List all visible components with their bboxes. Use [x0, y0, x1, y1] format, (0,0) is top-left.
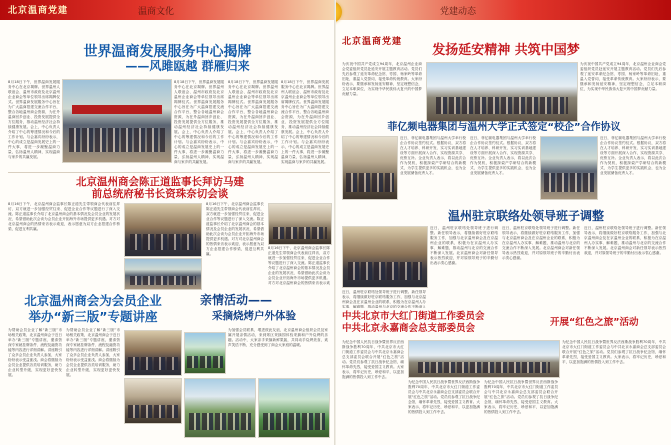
right-article3-photo — [342, 226, 428, 288]
right-article1-photo — [426, 62, 578, 122]
left-article3-body: 为帮助会员企业了解“新三版”市场相关政策，北京温州商会于近日举办“新三版”专题讲座，邀请资深专家就挂牌条件、流程及融资功能等内容进行详细讲解。讲座吸引了众多会员企业负责人参加，大家纷纷表示受益匪浅。商会将继续为会员企业提供各类培训服务，助力企业转型升级，实现更好更快发展。 — [8, 328, 62, 377]
right-article3-caption: 近日，温州驻京联络处领导班子进行调整。新任领导表示，将继续做好驻京联络服务工作，加强与北京温州商会及在京温州企业的联系，积极为在京温州人办实事、解难题，推动温州与北京的交流合作不断深入 — [342, 290, 426, 308]
right-article4-title-tail: 开展“红色之旅”活动 — [550, 317, 639, 328]
left-article4-photo-3 — [258, 378, 330, 438]
right-article2-photo-2 — [540, 136, 598, 200]
left-article3-photo-2 — [124, 378, 182, 424]
photo-people — [128, 357, 177, 370]
right-masthead: 北京温商党建 — [342, 37, 403, 47]
right-article1-body-col2: 为庆祝中国共产党成立94周年，北京温州企业商会党委组织党员赴延安开展主题教育活动。党员们先后参观了延安革命纪念馆、枣园、杨家岭等革命旧址，重温入党誓词，接受革命传统教育。大家纷纷表示，要继承和发扬延安精神，坚定理想信念，立足本职岗位，为实现中华民族伟大复兴的中国梦贡献力量。 — [580, 62, 666, 91]
right-article3-title: 温州驻京联络处领导班子调整 — [447, 209, 604, 223]
left-article1-subtitle: ——风雎瓯越 群雁归来 — [125, 59, 250, 73]
left-article4-subtitle: 采摘烧烤户外体验 — [212, 310, 296, 322]
right-article4-body-col2: 为纪念中国人民抗日战争暨世界反法西斯战争胜利70周年，中共北京市大红门街道工作委员会与中共北京永嘉商会总支部委员会联合开展“红色之旅”活动。党员们参观了抗日战争纪念馆，缅怀革命先烈，接受爱国主义教育。大家表示，将牢记历史，珍爱和平，以更加饱满的热情投入到工作中去。 — [408, 380, 480, 414]
left-article3-photo — [124, 330, 182, 376]
left-article4-body: 为加强会员联系，增进彼此友谊，北京温州商会组织会员及家属开展亲情活动，来到郊区采摘园体验采摘和户外烧烤的乐趣。活动中，大家亲手采摘新鲜果蔬，共同动手烧烤美食，欢声笑语不断，充分感受到了商会大家庭的温暖。 — [228, 328, 328, 347]
right-section-label: 党建动态 — [440, 7, 477, 17]
photo-people — [130, 234, 197, 250]
photo-people — [273, 227, 328, 239]
right-article3-body-col3: 近日，温州驻京联络处领导班子进行调整。新任领导表示，将继续做好驻京联络服务工作，加强与北京温州商会及在京温州企业的联系，积极为在京温州人办实事、解难题，推动温州与北京的交流合作不断深入发展。北京温州商会对新任领导表示热烈欢迎，并对原领导班子的辛勤付出表示衷心感谢。 — [584, 226, 666, 255]
left-article1-title: 世界温商发展服务中心揭牌 — [83, 44, 252, 60]
left-article2-body: 8月16日下午，北京温州商会监事长陈正道先生带领商会代表前往拜访，双方就进一步加强经贸往来、促进企业合作等议题进行了深入交流。陈正道监事长介绍了北京温州商会的基本情况及会员企业的发展状况，希望借助此次会谈为会员企业开拓海外市场提供更多机遇。对方对北京温州商会的热情来访表示欢迎，表示愿意为双方企业搭建合作桥梁，促进互利共赢。 — [8, 202, 120, 231]
left-article4-photo — [184, 332, 226, 374]
photo-banner — [72, 105, 163, 115]
right-article4-body-col4: 为纪念中国人民抗日战争暨世界反法西斯战争胜利70周年，中共北京市大红门街道工作委员会与中共北京永嘉商会总支部委员会联合开展“红色之旅”活动。党员们参观了抗日战争纪念馆，缅怀革命先烈，接受爱国主义教育。大家表示，将牢记历史，珍爱和平，以更加饱满的热情投入到工作中去。 — [562, 340, 666, 364]
left-article3-body-col2: 为帮助会员企业了解“新三版”市场相关政策，北京温州商会于近日举办“新三版”专题讲座，邀请资深专家就挂牌条件、流程及融资功能等内容进行详细讲解。讲座吸引了众多会员企业负责人参加，大家纷纷表示受益匪浅。商会将继续为会员企业提供各类培训服务，助力企业转型升级，实现更好更快发展。 — [66, 328, 120, 377]
left-article2-title: 北京温州商会陈正道监事长拜访马建 — [76, 176, 244, 188]
right-article2-photo — [342, 136, 398, 200]
left-masthead: 北京温商党建 — [8, 6, 69, 16]
right-article1-title: 发扬延安精神 共筑中国梦 — [432, 43, 580, 58]
right-article4-title-2: 中共北京永嘉商会总支部委员会 — [342, 323, 476, 334]
left-article2-body-col3: 8月16日下午，北京温州商会监事长陈正道先生带领商会代表前往拜访，双方就进一步加强经贸往来、促进企业合作等议题进行了深入交流。陈正道监事长介绍了北京温州商会的基本情况及会员企业的发展状况，希望借助此次会谈为会员企业开拓海外市场提供更多机遇。对方对北京温州商会的热情来访表示欢 — [268, 246, 330, 285]
left-article4-title: 亲情活动—— — [199, 293, 272, 307]
right-article2-body: 近日，菲亿频电器集团与温州大学举行校企合作协议签约仪式。根据协议，双方将在人才培养、科研开发、实习实训基地建设等方面开展深入合作，实现资源共享、优势互补。企业负责人表示，将以此次合作为契机，积极探索产学研结合的新模式，为学生提供更多的实践机会，也为企业发展储备优秀人才。 — [400, 136, 466, 175]
right-article2-body-col3: 近日，菲亿频电器集团与温州大学举行校企合作协议签约仪式。根据协议，双方将在人才培养、科研开发、实习实训基地建设等方面开展深入合作，实现资源共享、优势互补。企业负责人表示，将以此次合作为契机，积极探索产学研结合的新模式，为学生提供更多的实践机会，也为企业发展储备优秀人才。 — [600, 136, 666, 175]
left-article2-body-col2: 8月16日下午，北京温州商会监事长陈正道先生带领商会代表前往拜访，双方就进一步加强经贸往来、促进企业合作等议题进行了深入交流。陈正道监事长介绍了北京温州商会的基本情况及会员企业的发展状况，希望借助此次会谈为会员企业开拓海外市场提供更多机遇。对方对北京温州商会的热情来访表示欢迎，表示愿意为双方企业搭建合作桥梁，促进互利共赢。 — [206, 202, 264, 256]
right-page — [336, 0, 671, 445]
right-article4-body: 为纪念中国人民抗日战争暨世界反法西斯战争胜利70周年，中共北京市大红门街道工作委员会与中共北京永嘉商会总支部委员会联合开展“红色之旅”活动。党员们参观了抗日战争纪念馆，缅怀革命先烈，接受爱国主义教育。大家表示，将牢记历史，珍爱和平，以更加饱满的热情投入到工作中去。 — [342, 340, 404, 379]
right-article4-body-col3: 为纪念中国人民抗日战争暨世界反法西斯战争胜利70周年，中共北京市大红门街道工作委员会与中共北京永嘉商会总支部委员会联合开展“红色之旅”活动。党员们参观了抗日战争纪念馆，缅怀革命先烈，接受爱国主义教育。大家表示，将牢记历史，珍爱和平，以更加饱满的热情投入到工作中去。 — [484, 380, 558, 414]
photo-people — [130, 276, 197, 285]
photo-people — [436, 97, 568, 114]
right-article2-title: 菲亿频电器集团与温州大学正式签定“校企”合作协议 — [387, 122, 621, 133]
left-article1-body: 8月18日下午，世界温商发展服务中心在北京揭牌。世界温州人联谊会、温州市政府及北京温州企业商会等单位领导出席揭牌仪式。世界温商发展服务中心旨在为广大温商搭建交流合作平台，整合各地温州商会资源，为在外温商回乡创业、投资发展提供全方位服务，推动温州经济社会持续健康发展。会上，中心负责人介绍了中心的筹建情况和今后的工作计划。与会嘉宾纷纷表示，中心的成立是温商发展史上的一件大事，将进一步凝聚温商力量，弘扬温州人精神，实现温商与家乡的共赢发展。 — [8, 80, 60, 159]
photo-people — [263, 413, 325, 430]
right-article3-body: 近日，温州驻京联络处领导班子进行调整。新任领导表示，将继续做好驻京联络服务工作，加强与北京温州商会及在京温州企业的联系，积极为在京温州人办实事、解难题，推动温州与北京的交流合作不断深入发展。北京温州商会对新任领导表示热烈欢迎，并对原领导班子的辛勤付出表示衷心感谢。 — [430, 226, 498, 265]
photo-people — [128, 405, 177, 418]
photo-people — [346, 173, 394, 192]
right-article1-body: 为庆祝中国共产党成立94周年，北京温州企业商会党委组织党员赴延安开展主题教育活动。党员们先后参观了延安革命纪念馆、枣园、杨家岭等革命旧址，重温入党誓词，接受革命传统教育。大家纷纷表示，要继承和发扬延安精神，坚定理想信念，立足本职岗位，为实现中华民族伟大复兴的中国梦贡献力量。 — [342, 62, 422, 96]
photo-people — [418, 362, 550, 373]
left-article2-photo-2 — [268, 203, 332, 245]
left-article3-subtitle: 举办“新三版”专题讲座 — [28, 309, 158, 324]
right-article2-body-col2: 近日，菲亿频电器集团与温州大学举行校企合作协议签约仪式。根据协议，双方将在人才培养、科研开发、实习实训基地建设等方面开展深入合作，实现资源共享、优势互补。企业负责人表示，将以此次合作为契机，积极探索产学研结合的新模式，为学生提供更多的实践机会，也为企业发展储备优秀人才。 — [470, 136, 536, 175]
left-article1-body-col4: 8月18日下午，世界温商发展服务中心在北京揭牌。世界温州人联谊会、温州市政府及北京温州企业商会等单位领导出席揭牌仪式。世界温商发展服务中心旨在为广大温商搭建交流合作平台，整合各地温州商会资源，为在外温商回乡创业、投资发展提供全方位服务，推动温州经济社会持续健康发展。会上，中心负责人介绍了中心的筹建情况和今后的工作计划。与会嘉宾纷纷表示，中心的成立是温商发展史上的一件大事，将进一步凝聚温商力量，弘扬温州人精神，实现温商与家乡的共赢发展。 — [281, 80, 329, 164]
left-article4-photo-2 — [184, 378, 256, 438]
left-article3-title: 北京温州商会为会员企业 — [24, 293, 162, 308]
photo-people — [189, 413, 251, 430]
left-article1-body-col2: 8月18日下午，世界温商发展服务中心在北京揭牌。世界温州人联谊会、温州市政府及北京温州企业商会等单位领导出席揭牌仪式。世界温商发展服务中心旨在为广大温商搭建交流合作平台，整合各地温州商会资源，为在外温商回乡创业、投资发展提供全方位服务，推动温州经济社会持续健康发展。会上，中心负责人介绍了中心的筹建情况和今后的工作计划。与会嘉宾纷纷表示，中心的成立是温商发展史上的一件大事，将进一步凝聚温商力量，弘扬温州人精神，实现温商与家乡的共赢发展。 — [174, 80, 224, 164]
photo-people — [69, 128, 164, 153]
right-article3-body-col2: 近日，温州驻京联络处领导班子进行调整。新任领导表示，将继续做好驻京联络服务工作，加强与北京温州商会及在京温州企业的联系，积极为在京温州人办实事、解难题，推动温州与北京的交流合作不断深入发展。北京温州商会对新任领导表示热烈欢迎，并对原领导班子的辛勤付出表示衷心感谢。 — [502, 226, 580, 260]
left-article2-photo-3 — [124, 258, 202, 290]
left-divider-1 — [8, 172, 330, 173]
photo-people — [187, 356, 222, 368]
left-article2-photo — [124, 203, 202, 257]
left-article1-body-col3: 8月18日下午，世界温商发展服务中心在北京揭牌。世界温州人联谊会、温州市政府及北京温州企业商会等单位领导出席揭牌仪式。世界温商发展服务中心旨在为广大温商搭建交流合作平台，整合各地温州商会资源，为在外温商回乡创业、投资发展提供全方位服务，推动温州经济社会持续健康发展。会上，中心负责人介绍了中心的筹建情况和今后的工作计划。与会嘉宾纷纷表示，中心的成立是温商发展史上的一件大事，将进一步凝聚温商力量，弘扬温州人精神，实现温商与家乡的共赢发展。 — [228, 80, 278, 164]
photo-people — [544, 173, 593, 192]
left-article2-subtitle: 前总统府秘书长资珠奈切会谈 — [91, 188, 229, 200]
right-article4-title: 中共北京市大红门街道工作委员会 — [342, 311, 485, 322]
right-header-bar — [336, 0, 671, 20]
left-section-label: 温商文化 — [138, 7, 175, 17]
left-article1-photo — [62, 79, 172, 163]
right-article4-photo — [408, 340, 560, 378]
left-page — [0, 0, 335, 445]
photo-people — [348, 262, 422, 280]
